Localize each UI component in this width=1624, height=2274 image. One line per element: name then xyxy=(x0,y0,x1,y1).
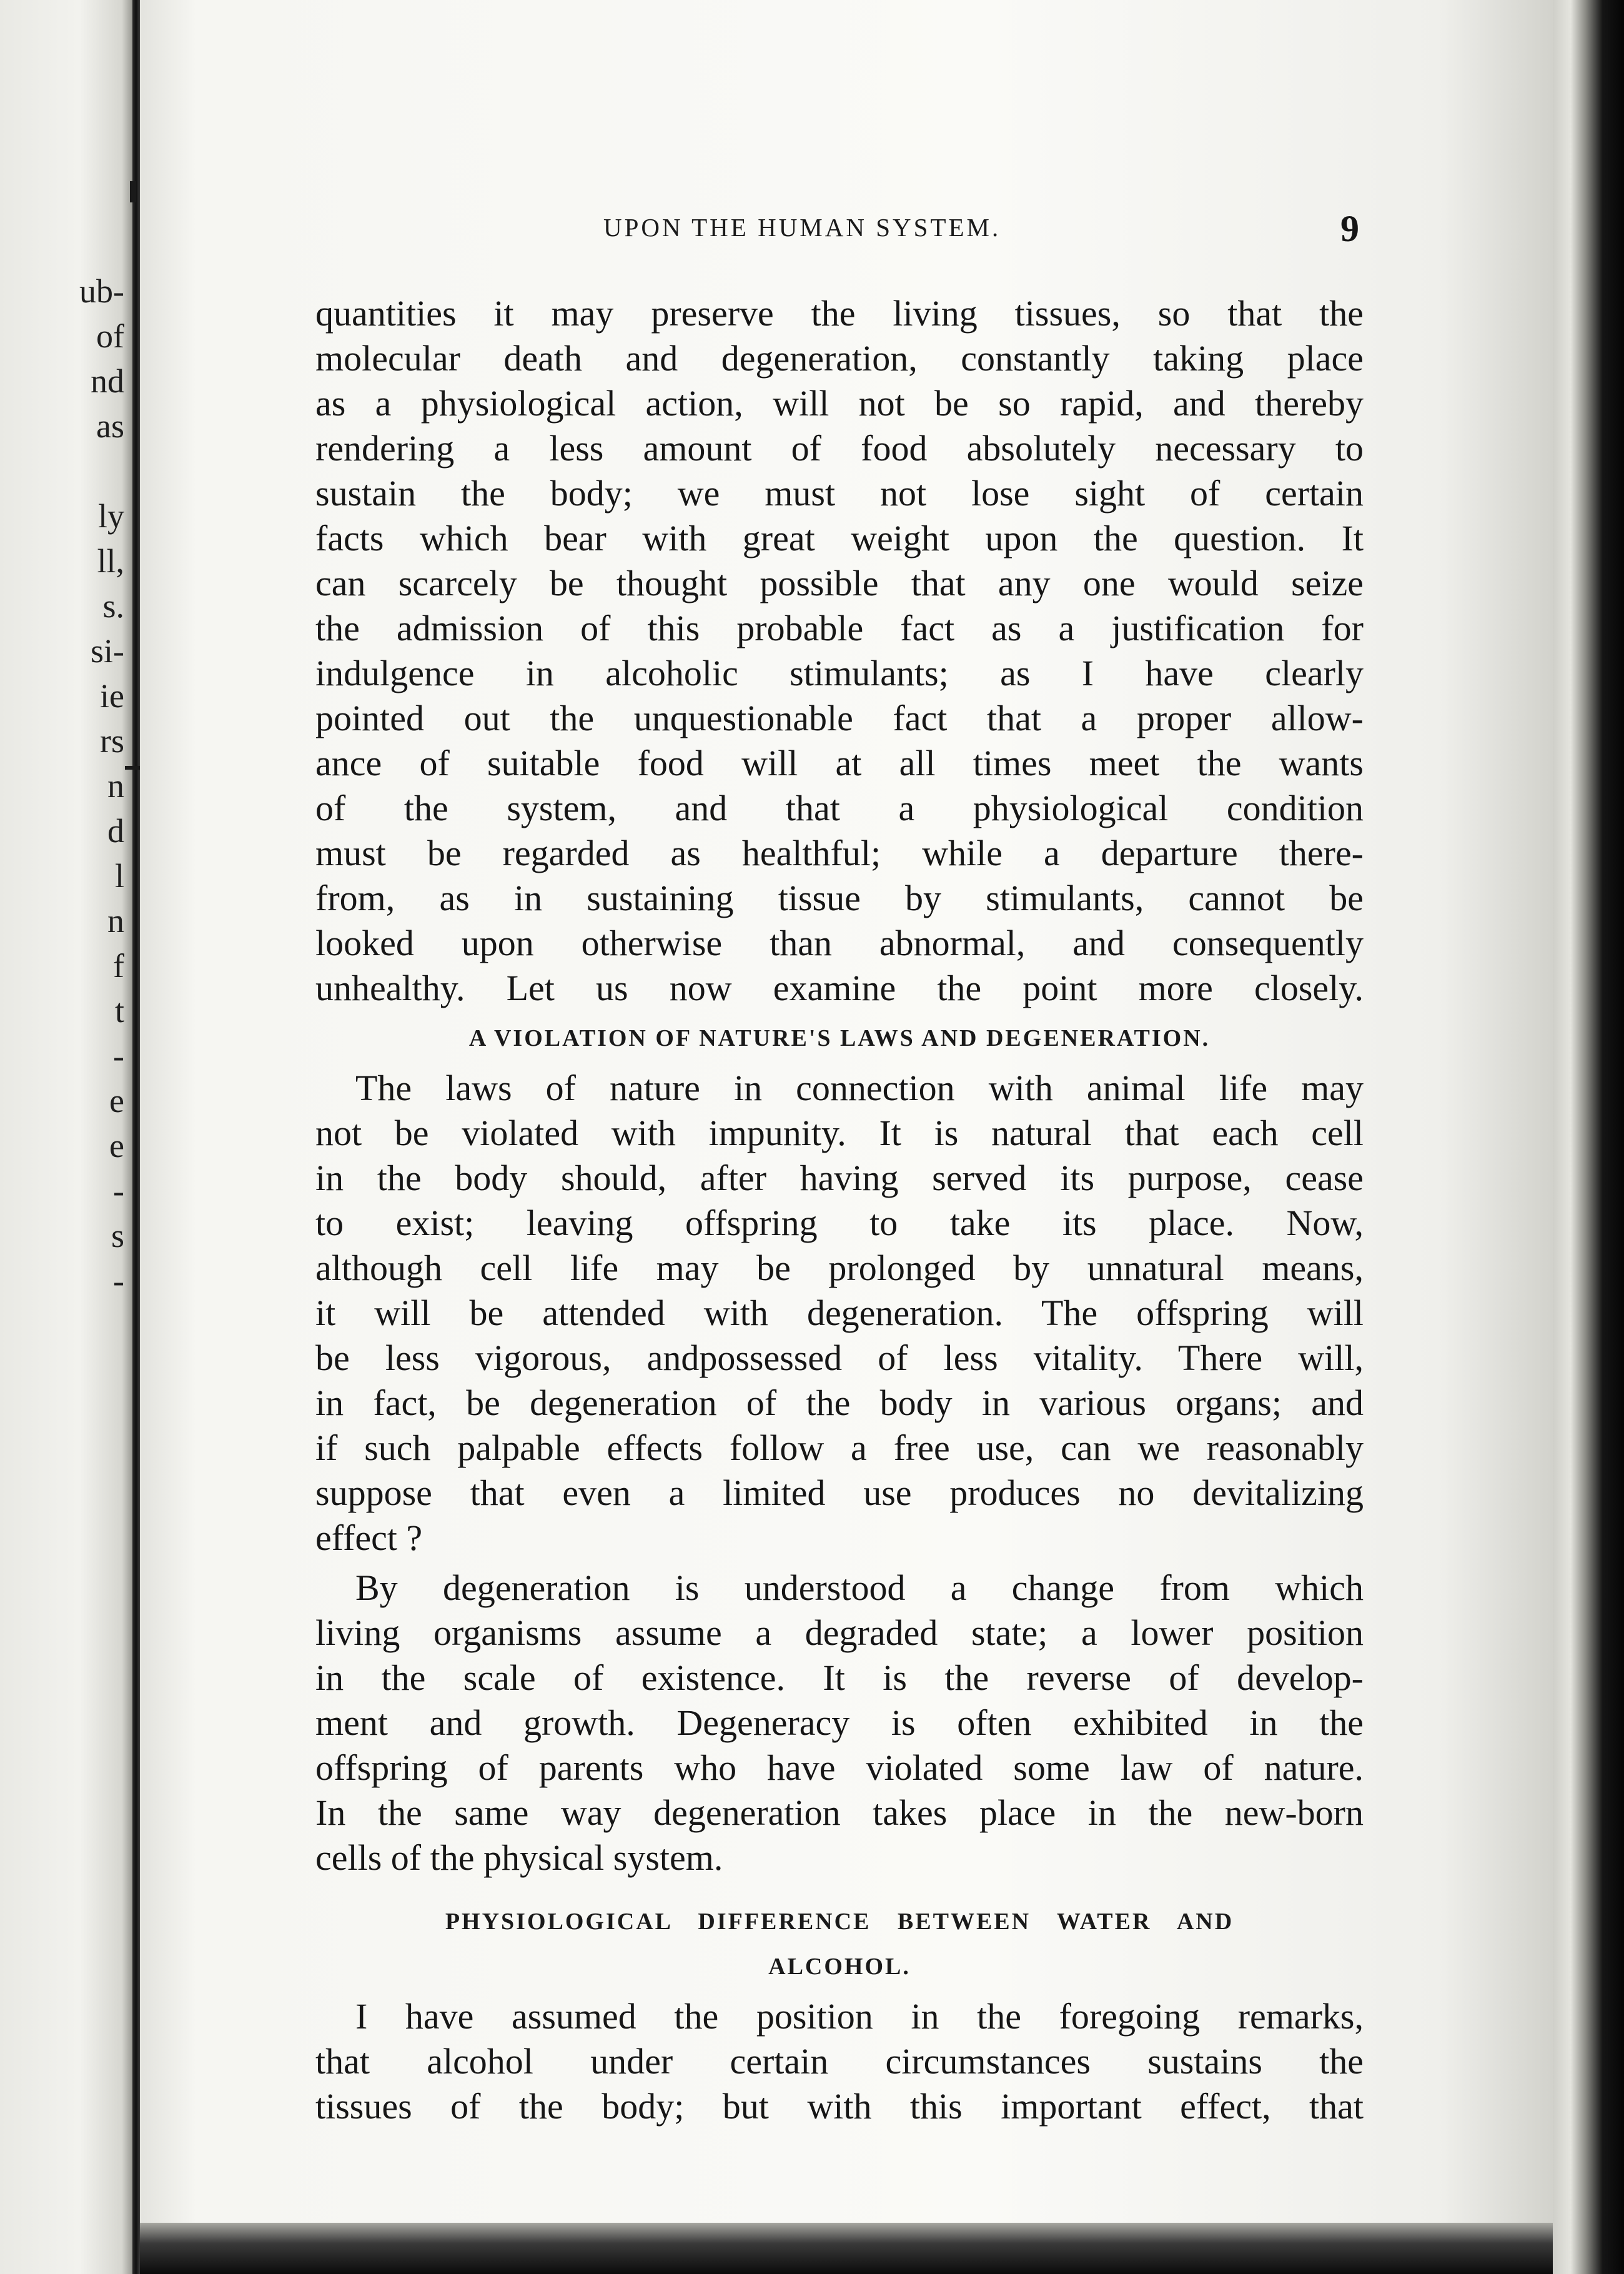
gutter-mark xyxy=(130,181,136,202)
text-line: molecular death and degeneration, constantly taking place xyxy=(315,338,1364,379)
text-line: that alcohol under certain circumstances sustains the xyxy=(315,2041,1364,2082)
text-line: indulgence in alcoholic stimulants; as I have clearly xyxy=(315,653,1364,693)
text-line: if such palpable effects follow a free use, can we reasonably xyxy=(315,1427,1364,1468)
fragment: n xyxy=(107,767,124,805)
fragment: - xyxy=(113,1037,124,1075)
text-line: in fact, be degeneration of the body in various organs; and xyxy=(315,1383,1364,1423)
fragment: s. xyxy=(102,587,124,625)
page-body xyxy=(315,291,1364,2129)
fragment: ub- xyxy=(79,272,124,310)
text-line: the admission of this probable fact as a justification for xyxy=(315,608,1364,648)
text-line: not be violated with impunity. It is natural that each cell xyxy=(315,1113,1364,1153)
fragment: of xyxy=(96,317,124,355)
text-line: The laws of nature in connection with animal life may xyxy=(355,1068,1364,1108)
fragment: ie xyxy=(100,677,124,715)
text-line: living organisms assume a degraded state; a lower position xyxy=(315,1612,1364,1653)
fragment: f xyxy=(113,947,124,985)
fragment: t xyxy=(114,992,124,1030)
text-line: cells of the physical system. xyxy=(315,1837,723,1878)
text-line: to exist; leaving offspring to take its place. Now, xyxy=(315,1203,1364,1243)
text-line: be less vigorous, andpossessed of less vitality. There will, xyxy=(315,1338,1364,1378)
text-line: quantities it may preserve the living tissues, so that the xyxy=(315,293,1364,334)
fragment: - xyxy=(113,1172,124,1209)
text-line: sustain the body; we must not lose sight of certain xyxy=(315,473,1364,514)
text-line: although cell life may be prolonged by unnatural means, xyxy=(315,1248,1364,1288)
text-line: from, as in sustaining tissue by stimulants, cannot be xyxy=(315,878,1364,918)
text-line: unhealthy. Let us now examine the point more closely. xyxy=(315,968,1364,1008)
paragraph-4 xyxy=(315,1994,1364,2129)
text-line: suppose that even a limited use produces no devitalizing xyxy=(315,1472,1364,1513)
section-heading-water-alcohol: PHYSIOLOGICAL DIFFERENCE BETWEEN WATER AND xyxy=(445,1909,1234,1935)
text-line: tissues of the body; but with this important effect, that xyxy=(315,2086,1364,2127)
fragment: s xyxy=(111,1217,124,1254)
section-heading-water-alcohol-cont: ALCOHOL. xyxy=(768,1954,911,1980)
text-line: in the scale of existence. It is the reverse of develop- xyxy=(315,1657,1364,1698)
fragment: d xyxy=(107,812,124,850)
fragment: - xyxy=(113,1262,124,1299)
fragment: ly xyxy=(97,497,124,535)
fragment: as xyxy=(96,407,124,445)
text-line: looked upon otherwise than abnormal, and consequently xyxy=(315,923,1364,963)
paragraph-1 xyxy=(315,291,1364,1011)
text-line: rendering a less amount of food absolutely necessary to xyxy=(315,428,1364,469)
fragment: si- xyxy=(91,632,124,670)
fragment: l xyxy=(114,857,124,895)
text-line: ance of suitable food will at all times meet the wants xyxy=(315,743,1364,783)
text-line: In the same way degeneration takes place in the new-born xyxy=(315,1792,1364,1833)
facing-page-fragments xyxy=(0,269,128,1303)
page-number: 9 xyxy=(1340,208,1359,249)
fragment: rs xyxy=(100,722,124,760)
fragment: e xyxy=(109,1082,124,1120)
running-header: UPON THE HUMAN SYSTEM. xyxy=(603,213,1001,242)
text-line: facts which bear with great weight upon the question. It xyxy=(315,518,1364,559)
section-heading-degeneration: A VIOLATION OF NATURE'S LAWS AND DEGENERATION. xyxy=(468,1025,1211,1051)
text-line: I have assumed the position in the foregoing remarks, xyxy=(355,1996,1364,2037)
text-line: in the body should, after having served its purpose, cease xyxy=(315,1158,1364,1198)
text-line: By degeneration is understood a change from which xyxy=(355,1567,1364,1608)
paragraph-2 xyxy=(315,1066,1364,1561)
gutter-mark xyxy=(125,766,141,770)
fragment: n xyxy=(107,902,124,940)
facing-page-edge xyxy=(0,0,132,2274)
text-line: offspring of parents who have violated some law of nature. xyxy=(315,1747,1364,1788)
fragment: nd xyxy=(91,362,124,400)
page-bottom-shadow xyxy=(140,2223,1553,2274)
text-line: of the system, and that a physiological condition xyxy=(315,788,1364,828)
fragment xyxy=(0,449,128,494)
text-line: as a physiological action, will not be so rapid, and thereby xyxy=(315,383,1364,424)
text-line: effect ? xyxy=(315,1517,423,1558)
text-line: ment and growth. Degeneracy is often exhibited in the xyxy=(315,1702,1364,1743)
text-line: pointed out the unquestionable fact that a proper allow- xyxy=(315,698,1364,738)
fragment: ll, xyxy=(97,542,124,580)
text-line: it will be attended with degeneration. The offspring will xyxy=(315,1293,1364,1333)
page-right-edge xyxy=(1553,0,1624,2274)
text-line: must be regarded as healthful; while a departure there- xyxy=(315,833,1364,873)
book-gutter xyxy=(132,0,140,2274)
text-line: can scarcely be thought possible that any one would seize xyxy=(315,563,1364,603)
fragment: e xyxy=(109,1127,124,1164)
paragraph-3 xyxy=(315,1566,1364,1880)
